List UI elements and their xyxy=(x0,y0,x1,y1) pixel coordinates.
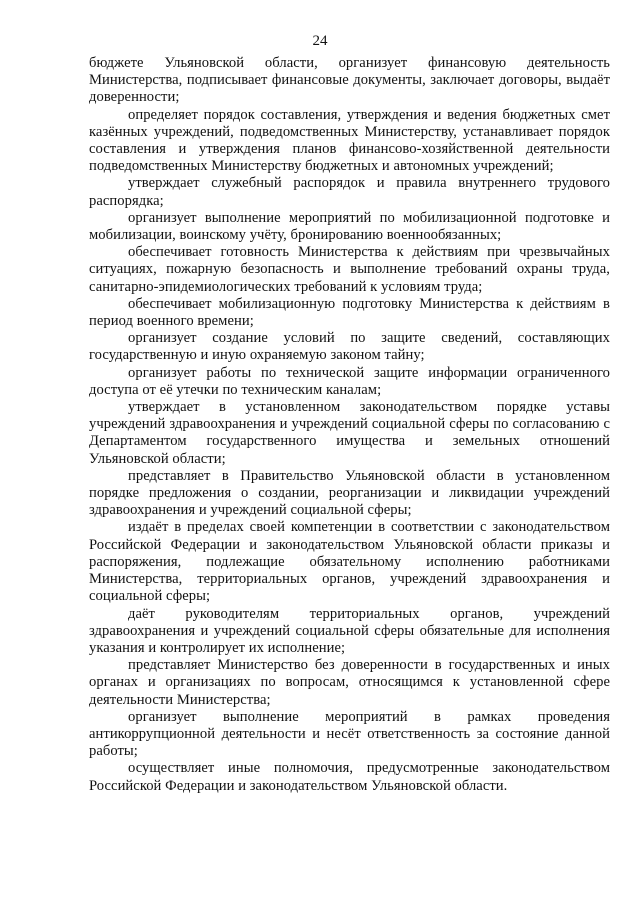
page-number: 24 xyxy=(312,33,328,49)
paragraph: бюджете Ульяновской области, организует финансовую деятельность Министерства, подписывает финансовые документы, заключает договоры, выдаёт доверенности; xyxy=(89,55,610,106)
paragraph: определяет порядок составления, утверждения и ведения бюджетных смет казённых учреждений, подведомственных Министерству, устанавливает порядок составления и утверждения планов финансово-хозяйственной деятельности подведомственных Министерству бюджетных и автономных учреждений; xyxy=(89,106,610,175)
paragraph: организует работы по технической защите информации ограниченного доступа от её утечки по техническим каналам; xyxy=(89,364,610,398)
paragraph: даёт руководителям территориальных органов, учреждений здравоохранения и учреждений социальной сферы обязательные для исполнения указания и контролирует их исполнение; xyxy=(89,605,610,656)
paragraph: утверждает служебный распорядок и правила внутреннего трудового распорядка; xyxy=(89,175,610,209)
document-body xyxy=(89,55,610,795)
paragraph: представляет в Правительство Ульяновской области в установленном порядке предложения о создании, реорганизации и ликвидации учреждений здравоохранения и учреждений социальной сферы; xyxy=(89,467,610,519)
paragraph: организует выполнение мероприятий в рамках проведения антикоррупционной деятельности и несёт ответственность за состояние данной работы; xyxy=(89,708,610,760)
paragraph: представляет Министерство без доверенности в государственных и иных органах и организациях по вопросам, относящимся к установленной сфере деятельности Министерства; xyxy=(89,657,610,708)
paragraph: издаёт в пределах своей компетенции в соответствии с законодательством Российской Федерации и законодательством Ульяновской области приказы и распоряжения, подлежащие обязательному исполнению работниками Министерства, территориальных органов, учреждений здравоохранения и социальной сферы; xyxy=(89,519,610,605)
paragraph: обеспечивает мобилизационную подготовку Министерства к действиям в период военного времени; xyxy=(89,295,610,330)
paragraph: осуществляет иные полномочия, предусмотренные законодательством Российской Федерации и законодательством Ульяновской области. xyxy=(89,760,610,794)
paragraph: утверждает в установленном законодательством порядке уставы учреждений здравоохранения и учреждений социальной сферы по согласованию с Департаментом государственного имущества и земельных отношений Ульяновской области; xyxy=(89,399,610,467)
paragraph: организует создание условий по защите сведений, составляющих государственную и иную охраняемую законом тайну; xyxy=(89,330,610,364)
paragraph: организует выполнение мероприятий по мобилизационной подготовке и мобилизации, воинскому учёту, бронированию военнообязанных; xyxy=(89,209,610,244)
paragraph: обеспечивает готовность Министерства к действиям при чрезвычайных ситуациях, пожарную безопасность и выполнение требований охраны труда, санитарно-эпидемиологических требований к условиям труда; xyxy=(89,244,610,295)
